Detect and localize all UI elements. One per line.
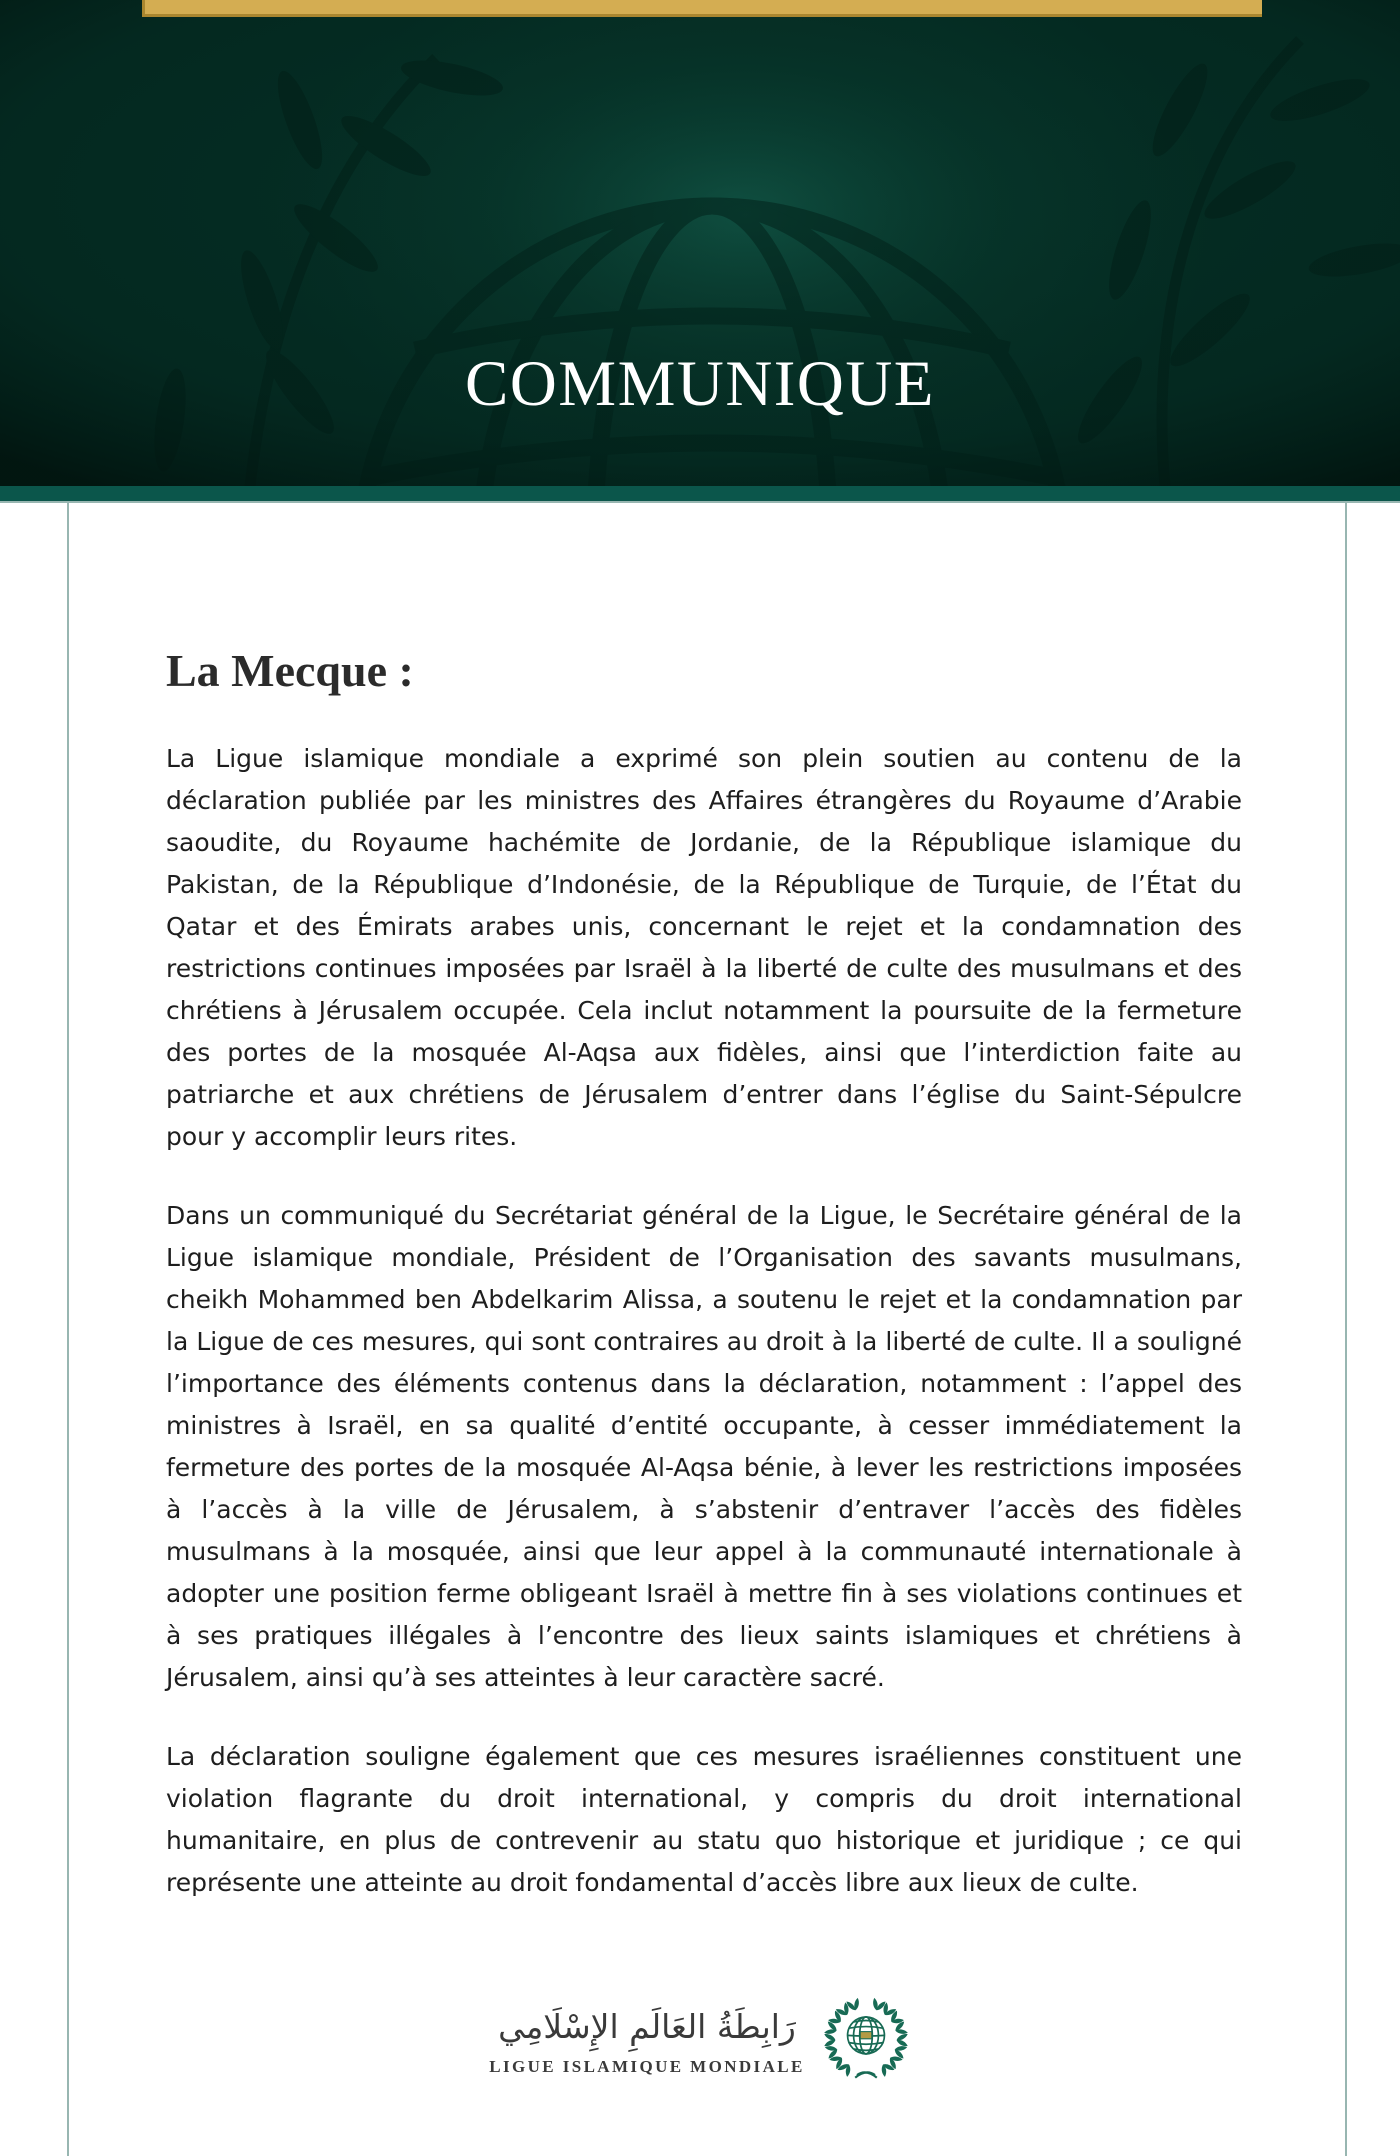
gold-top-bar (142, 0, 1262, 17)
kaaba-icon (860, 2032, 872, 2039)
header-banner (0, 0, 1400, 486)
logo-arabic-name: رَابِطَةُ العَالَمِ الإِسْلَامِي (498, 2006, 796, 2046)
mwl-emblem-icon (821, 1992, 911, 2086)
panel-right-rule (1345, 503, 1347, 2156)
paragraph-3: La déclaration souligne également que ces mesures israéliennes constituent une violation flagrante du droit international, y compris du droit international humanitaire, en plus de contrevenir au statu quo historique et juridique ; ce qui représente une atteinte au droit fondamental d’accès libre aux lieux de culte. (166, 1742, 1242, 1897)
logo-wordmark (489, 2001, 804, 2078)
dateline-heading: La Mecque : (166, 645, 414, 696)
panel-top-rule (0, 501, 1400, 503)
paragraph-1: La Ligue islamique mondiale a exprimé son plein soutien au contenu de la déclaration publiée par les ministres des Affaires étrangères du Royaume d’Arabie saoudite, du Royaume hachémite de Jordanie, de la République islamique du Pakistan, de la République d’Indonésie, de la République de Turquie, de l’État du Qatar et des Émirats arabes unis, concernant le rejet et la condamnation des restrictions continues imposées par Israël à la liberté de culte des musulmans et des chrétiens à Jérusalem occupée. Cela inclut notamment la poursuite de la fermeture des portes de la mosquée Al-Aqsa aux fidèles, ainsi que l’interdiction faite au patriarche et aux chrétiens de Jérusalem d’entrer dans l’église du Saint-Sépulcre pour y accomplir leurs rites. (166, 744, 1242, 1151)
panel-left-rule (67, 503, 69, 2156)
paragraph-2: Dans un communiqué du Secrétariat général de la Ligue, le Secrétaire général de la Ligue islamique mondiale, Président de l’Organisation des savants musulmans, cheikh Mohammed ben Abdelkarim Alissa, a soutenu le rejet et la condamnation par la Ligue de ces mesures, qui sont contraires au droit à la liberté de culte. Il a souligné l’importance des éléments contenus dans la déclaration, notamment : l’appel des ministres à Israël, en sa qualité d’entité occupante, à cesser immédiatement la fermeture des portes de la mosquée Al-Aqsa bénie, à lever les restrictions imposées à l’accès à la ville de Jérusalem, à s’abstenir d’entraver l’accès des fidèles musulmans à la mosquée, ainsi que leur appel à la communauté internationale à adopter une position ferme obligeant Israël à mettre fin à ses violations continues et à ses pratiques illégales à l’encontre des lieux saints islamiques et chrétiens à Jérusalem, ainsi qu’à ses atteintes à leur caractère sacré. (166, 1201, 1242, 1692)
communique-body (166, 645, 1242, 1904)
organization-logo (0, 1992, 1400, 2086)
teal-divider-band (0, 486, 1400, 501)
banner-title: COMMUNIQUE (465, 348, 935, 420)
logo-latin-name: LIGUE ISLAMIQUE MONDIALE (489, 2057, 805, 2077)
